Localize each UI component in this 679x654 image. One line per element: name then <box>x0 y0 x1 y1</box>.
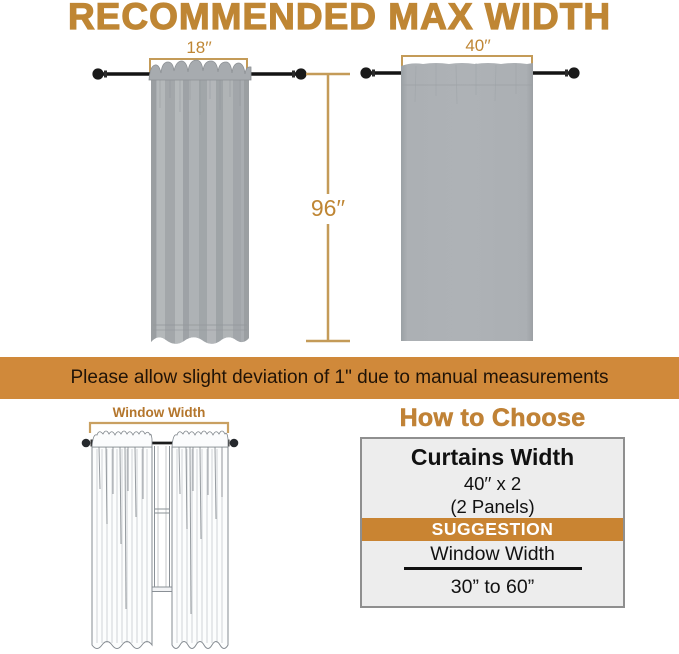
small-panel-group <box>92 38 306 346</box>
rod-finial-ball <box>295 68 306 79</box>
window-width-sketch-label: Window Width <box>112 405 206 420</box>
height-label: 96′′ <box>310 195 346 221</box>
window-width-bracket <box>90 423 228 433</box>
rod-cap <box>372 70 375 77</box>
rod-cap <box>104 71 107 78</box>
window-width-sketch <box>0 399 340 654</box>
rod-finial-ball <box>82 439 91 448</box>
rod-cap <box>565 70 568 77</box>
panels-note: (2 Panels) <box>450 496 535 517</box>
rod-finial-ball <box>230 439 239 448</box>
deviation-banner-text: Please allow slight deviation of 1" due to manual measurements <box>70 367 609 388</box>
window-width-label: Window Width <box>430 543 555 565</box>
sketch-panel-left <box>92 431 152 649</box>
window-width-range: 30” to 60” <box>450 576 535 598</box>
suggestion-band: SUGGESTION <box>362 518 623 541</box>
rod-finial-ball <box>568 67 579 78</box>
curtain-folds <box>151 76 249 346</box>
sketch-panel-right <box>172 431 228 649</box>
large-panel-group <box>360 36 579 341</box>
how-to-choose-table <box>360 437 625 608</box>
deviation-banner <box>0 357 679 399</box>
rod-finial-ball <box>360 67 371 78</box>
rod-cap <box>292 71 295 78</box>
curtain-body <box>401 63 533 341</box>
small-panel-curtain <box>149 60 251 346</box>
how-to-choose-heading: How to Choose <box>399 404 586 432</box>
rod-finial-ball <box>92 68 103 79</box>
page-title: RECOMMENDED MAX WIDTH <box>67 0 612 37</box>
curtains-width-label: Curtains Width <box>410 444 575 470</box>
panel-ruffle-header <box>172 431 228 447</box>
panel-ruffle-header <box>92 431 152 447</box>
small-panel-width-label: 18′′ <box>186 38 212 57</box>
large-panel-curtain <box>401 63 533 341</box>
window-frame <box>152 446 173 592</box>
curtains-width-value: 40′′ x 2 <box>463 473 522 494</box>
large-panel-width-label: 40′′ <box>465 36 491 55</box>
curtain-ruffle-header <box>149 60 251 80</box>
